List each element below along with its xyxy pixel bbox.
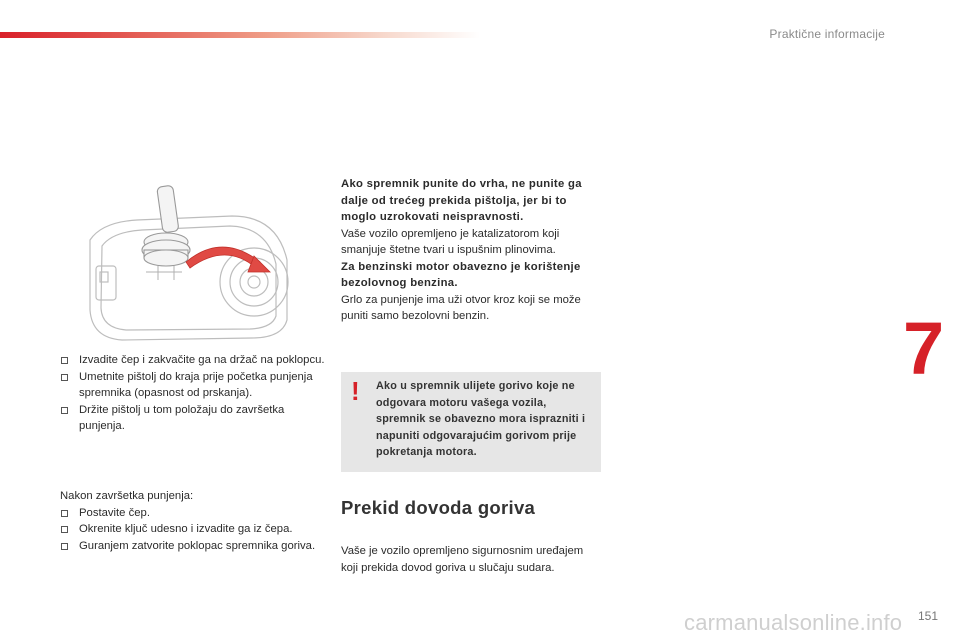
fill-warning: Ako spremnik punite do vrha, ne punite ga dalje od trećeg prekida pištolja, jer bi to moglo uzrokovati neispravnosti. [341, 178, 582, 223]
chapter-number: 7 [903, 307, 945, 390]
list-item: Guranjem zatvorite poklopac spremnika goriva. [60, 538, 325, 555]
header-accent-bar [0, 32, 480, 38]
fuel-cap-illustration [82, 180, 294, 342]
catalyst-text: Vaše vozilo opremljeno je katalizatorom koji smanjuje štetne tvari u ispušnim plinovima. [341, 227, 560, 256]
list-item: Umetnite pištolj do kraja prije početka punjenja spremnika (opasnost od prskanja). [60, 369, 325, 402]
after-refuel-steps [60, 488, 325, 554]
unleaded-notice: Za benzinski motor obavezno je korištenje bezolovnog benzina. [341, 260, 581, 289]
section-text: Vaše je vozilo opremljeno sigurnosnim uređajem koji prekida dovod goriva u slučaju sudara. [341, 545, 584, 574]
fuel-info [341, 176, 603, 325]
list-item: Izvadite čep i zakvačite ga na držač na poklopcu. [60, 352, 325, 369]
section-heading: Prekid dovoda goriva [341, 497, 536, 518]
unleaded-text: Grlo za punjenje ima uži otvor kroz koji se može puniti samo bezolovni benzin. [341, 293, 581, 322]
after-intro: Nakon završetka punjenja: [60, 490, 194, 502]
list-item: Postavite čep. [60, 505, 325, 522]
warning-text: Ako u spremnik ulijete gorivo koje ne odgovara motoru vašega vozila, spremnik se obavezno mora isprazniti i napuniti odgovarajućim gorivom prije pokretanja motora. [376, 380, 586, 458]
exclamation-icon: ! [351, 376, 360, 406]
warning-box [341, 372, 601, 472]
refuel-steps [60, 352, 325, 435]
list-item: Okrenite ključ udesno i izvadite ga iz čepa. [60, 521, 325, 538]
page-number: 151 [918, 609, 939, 623]
watermark: carmanualsonline.info [684, 610, 903, 635]
list-item: Držite pištolj u tom položaju do završetka punjenja. [60, 402, 325, 435]
section-title: Praktične informacije [769, 27, 885, 41]
